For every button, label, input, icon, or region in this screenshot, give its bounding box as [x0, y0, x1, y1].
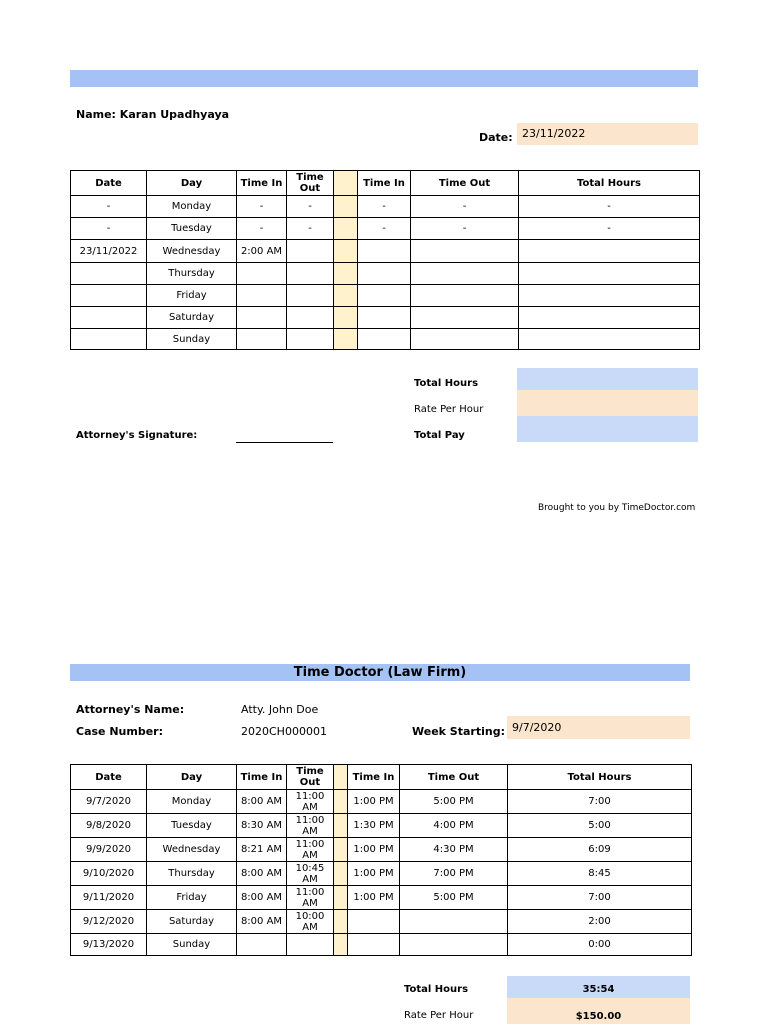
separator-cell — [334, 196, 358, 218]
s1-total-pay-value — [517, 416, 698, 442]
table-row — [71, 790, 692, 814]
table-row — [71, 240, 700, 263]
table-cell[interactable]: 2:00 AM — [237, 240, 287, 263]
table-cell[interactable]: 7:00 — [508, 790, 692, 814]
column-header: Time In — [237, 765, 287, 790]
table-cell[interactable]: - — [237, 196, 287, 218]
table-cell[interactable]: - — [287, 196, 334, 218]
separator-cell — [334, 171, 358, 196]
week-starting-field[interactable] — [507, 716, 690, 739]
table-cell[interactable]: 10:45 AM — [287, 862, 334, 886]
separator-cell — [334, 240, 358, 263]
table-cell[interactable]: - — [358, 196, 411, 218]
table-cell[interactable] — [237, 934, 287, 956]
s1-total-hours-label: Total Hours — [414, 378, 479, 389]
table-cell[interactable]: - — [237, 218, 287, 240]
sheet1-timesheet-table — [70, 170, 700, 350]
table-cell[interactable]: 7:00 — [508, 886, 692, 910]
column-header: Time Out — [411, 171, 519, 196]
table-cell[interactable] — [400, 934, 508, 956]
table-cell[interactable]: - — [71, 196, 147, 218]
table-row — [71, 934, 692, 956]
table-cell[interactable]: - — [71, 218, 147, 240]
table-cell[interactable]: - — [519, 218, 700, 240]
table-row — [71, 838, 692, 862]
separator-cell — [334, 285, 358, 307]
table-row — [71, 218, 700, 240]
table-cell[interactable]: 11:00 AM — [287, 790, 334, 814]
table-cell[interactable]: Sunday — [147, 329, 237, 350]
table-row — [71, 814, 692, 838]
table-cell[interactable] — [287, 934, 334, 956]
table-cell[interactable] — [237, 285, 287, 307]
table-cell[interactable]: 8:00 AM — [237, 910, 287, 934]
s2-total-hours-value: 35:54 — [507, 976, 690, 998]
table-cell[interactable] — [348, 934, 400, 956]
table-cell[interactable]: 11:00 AM — [287, 814, 334, 838]
s2-total-hours-label: Total Hours — [404, 984, 469, 995]
separator-cell — [334, 307, 358, 329]
table-cell[interactable] — [358, 240, 411, 263]
separator-cell — [334, 862, 348, 886]
table-cell[interactable]: 23/11/2022 — [71, 240, 147, 263]
table-cell[interactable]: Saturday — [147, 910, 237, 934]
table-cell[interactable]: - — [358, 218, 411, 240]
separator-cell — [334, 814, 348, 838]
table-cell[interactable] — [287, 263, 334, 285]
table-cell[interactable]: Wednesday — [147, 838, 237, 862]
table-cell[interactable]: Thursday — [147, 862, 237, 886]
table-cell[interactable]: 9/12/2020 — [71, 910, 147, 934]
credit-text: Brought to you by TimeDoctor.com — [538, 503, 696, 513]
table-cell[interactable] — [519, 240, 700, 263]
column-header: Time Out — [400, 765, 508, 790]
table-row — [71, 196, 700, 218]
table-cell[interactable]: - — [287, 218, 334, 240]
sheet2-title: Time Doctor (Law Firm) — [293, 665, 467, 680]
table-cell[interactable] — [400, 910, 508, 934]
table-cell[interactable]: 9/11/2020 — [71, 886, 147, 910]
s2-rate-label: Rate Per Hour — [404, 1010, 474, 1021]
column-header: Time In — [237, 171, 287, 196]
table-cell[interactable] — [71, 263, 147, 285]
sheet2-title-bar — [70, 664, 690, 681]
table-cell[interactable]: 2:00 — [508, 910, 692, 934]
name-label: Name: — [76, 108, 116, 121]
table-cell[interactable]: 7:00 PM — [400, 862, 508, 886]
table-cell[interactable] — [237, 263, 287, 285]
table-cell[interactable] — [519, 285, 700, 307]
s1-rate-label: Rate Per Hour — [414, 404, 484, 415]
separator-cell — [334, 934, 348, 956]
table-cell[interactable] — [287, 329, 334, 350]
table-cell[interactable]: Monday — [147, 196, 237, 218]
separator-cell — [334, 910, 348, 934]
table-cell[interactable]: 1:00 PM — [348, 790, 400, 814]
column-header: Total Hours — [519, 171, 700, 196]
s1-total-pay-label: Total Pay — [414, 430, 465, 441]
table-cell[interactable]: 9/9/2020 — [71, 838, 147, 862]
attorney-name-label: Attorney's Name: — [76, 703, 185, 716]
table-cell[interactable]: 5:00 PM — [400, 886, 508, 910]
table-cell[interactable]: 5:00 PM — [400, 790, 508, 814]
table-cell[interactable] — [411, 263, 519, 285]
column-header: Time Out — [287, 765, 334, 790]
signature-line[interactable] — [236, 430, 333, 443]
column-header: Time In — [348, 765, 400, 790]
table-cell[interactable] — [237, 329, 287, 350]
table-cell[interactable]: 9/8/2020 — [71, 814, 147, 838]
sheet2-timesheet-table — [70, 764, 692, 956]
sheet2-table-body — [71, 765, 692, 956]
date-value: 23/11/2022 — [522, 127, 586, 140]
table-cell[interactable]: 8:21 AM — [237, 838, 287, 862]
table-row — [71, 307, 700, 329]
table-cell[interactable]: 1:00 PM — [348, 886, 400, 910]
sheet1-title-bar — [70, 70, 698, 87]
table-cell[interactable]: Tuesday — [147, 218, 237, 240]
separator-cell — [334, 790, 348, 814]
table-header-row — [71, 171, 700, 196]
table-cell[interactable]: Wednesday — [147, 240, 237, 263]
table-cell[interactable] — [71, 307, 147, 329]
case-number-label: Case Number: — [76, 725, 163, 738]
s2-rate-value[interactable]: $150.00 — [507, 998, 690, 1024]
column-header: Day — [147, 765, 237, 790]
name-value: Karan Upadhyaya — [119, 108, 230, 121]
separator-cell — [334, 765, 348, 790]
table-cell[interactable]: - — [519, 196, 700, 218]
table-cell[interactable]: 11:00 AM — [287, 886, 334, 910]
table-cell[interactable]: Friday — [147, 285, 237, 307]
table-cell[interactable]: 5:00 — [508, 814, 692, 838]
table-cell[interactable]: 4:30 PM — [400, 838, 508, 862]
sheet1-table-body — [71, 171, 700, 350]
table-cell[interactable]: - — [411, 218, 519, 240]
table-cell[interactable]: 0:00 — [508, 934, 692, 956]
table-cell[interactable] — [519, 307, 700, 329]
table-row — [71, 329, 700, 350]
table-cell[interactable]: Friday — [147, 886, 237, 910]
attorney-name-value: Atty. John Doe — [241, 703, 319, 716]
table-row — [71, 263, 700, 285]
separator-cell — [334, 886, 348, 910]
case-number-value: 2020CH000001 — [241, 725, 327, 738]
column-header: Time Out — [287, 171, 334, 196]
separator-cell — [334, 218, 358, 240]
table-cell[interactable]: 9/10/2020 — [71, 862, 147, 886]
table-cell[interactable] — [358, 263, 411, 285]
table-cell[interactable]: 10:00 AM — [287, 910, 334, 934]
table-cell[interactable]: 6:09 — [508, 838, 692, 862]
table-cell[interactable] — [287, 285, 334, 307]
table-cell[interactable]: 8:00 AM — [237, 862, 287, 886]
table-cell[interactable]: - — [411, 196, 519, 218]
table-cell[interactable]: Monday — [147, 790, 237, 814]
s1-rate-value[interactable] — [517, 390, 698, 416]
table-cell[interactable] — [287, 240, 334, 263]
table-cell[interactable] — [519, 329, 700, 350]
table-cell[interactable] — [411, 285, 519, 307]
table-cell[interactable] — [411, 329, 519, 350]
table-cell[interactable] — [237, 307, 287, 329]
table-cell[interactable]: 8:00 AM — [237, 790, 287, 814]
table-cell[interactable] — [358, 285, 411, 307]
separator-cell — [334, 329, 358, 350]
table-cell[interactable]: Saturday — [147, 307, 237, 329]
column-header: Total Hours — [508, 765, 692, 790]
table-cell[interactable] — [519, 263, 700, 285]
date-field[interactable] — [517, 123, 698, 145]
table-cell[interactable] — [411, 307, 519, 329]
week-starting-label: Week Starting: — [412, 725, 505, 738]
column-header: Date — [71, 171, 147, 196]
table-cell[interactable]: 1:00 PM — [348, 838, 400, 862]
table-row — [71, 862, 692, 886]
table-cell[interactable] — [358, 329, 411, 350]
table-cell[interactable]: 8:45 — [508, 862, 692, 886]
table-cell[interactable]: 9/13/2020 — [71, 934, 147, 956]
table-cell[interactable]: Sunday — [147, 934, 237, 956]
separator-cell — [334, 263, 358, 285]
table-cell[interactable]: 9/7/2020 — [71, 790, 147, 814]
signature-label: Attorney's Signature: — [76, 430, 198, 441]
date-label: Date: — [479, 131, 513, 144]
table-row — [71, 910, 692, 934]
sheet1-name-row — [76, 108, 229, 121]
table-cell[interactable]: 8:30 AM — [237, 814, 287, 838]
table-cell[interactable]: 1:00 PM — [348, 862, 400, 886]
table-cell[interactable]: 4:00 PM — [400, 814, 508, 838]
column-header: Day — [147, 171, 237, 196]
table-cell[interactable] — [71, 285, 147, 307]
table-cell[interactable] — [71, 329, 147, 350]
table-cell[interactable]: 8:00 AM — [237, 886, 287, 910]
table-cell[interactable]: Thursday — [147, 263, 237, 285]
table-header-row — [71, 765, 692, 790]
table-row — [71, 886, 692, 910]
column-header: Time In — [358, 171, 411, 196]
table-cell[interactable]: Tuesday — [147, 814, 237, 838]
table-cell[interactable] — [287, 307, 334, 329]
table-row — [71, 285, 700, 307]
separator-cell — [334, 838, 348, 862]
table-cell[interactable] — [411, 240, 519, 263]
table-cell[interactable]: 1:30 PM — [348, 814, 400, 838]
table-cell[interactable] — [358, 307, 411, 329]
table-cell[interactable] — [348, 910, 400, 934]
table-cell[interactable]: 11:00 AM — [287, 838, 334, 862]
column-header: Date — [71, 765, 147, 790]
week-starting-value: 9/7/2020 — [512, 721, 562, 734]
s1-total-hours-value — [517, 368, 698, 390]
